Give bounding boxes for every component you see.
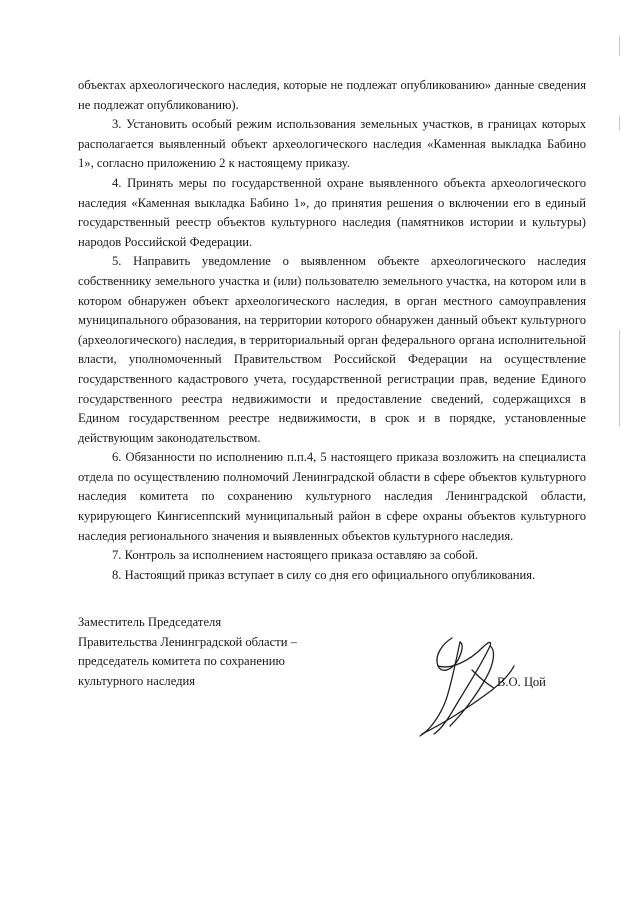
paragraph-item-7: 7. Контроль за исполнением настоящего приказа оставляю за собой. xyxy=(112,548,479,563)
scan-edge-mark xyxy=(619,36,620,56)
signatory-title xyxy=(78,613,338,691)
signatory-title-line: культурного наследия xyxy=(78,673,196,688)
paragraph-continuation: объектах археологического наследия, которые не подлежат опубликованию» данные сведения не подлежат опубликованию). xyxy=(78,78,586,112)
signatory-title-line: Правительства Ленинградской области – xyxy=(78,634,297,649)
paragraph-item-3: 3. Установить особый режим использования земельных участков, в границах которых располагается выявленный объект археологического наследия «Каменная выкладка Бабино 1», согласно приложению 2 к настоящему приказу. xyxy=(78,117,586,171)
signatory-title-line: председатель комитета по сохранению xyxy=(78,654,285,669)
paragraph-item-6: 6. Обязанности по исполнению п.п.4, 5 настоящего приказа возложить на специалиста отдела по осуществлению полномочий Ленинградской области в сфере объектов культурного наследия комитета по сохранению культурного наследия Ленинградской области, курирующего Кингисеппский муниципальный район в сфере охраны объектов культурного наследия регионального значения и выявленных объектов культурного наследия. xyxy=(78,450,586,543)
signatory-name: В.О. Цой xyxy=(497,675,546,689)
scan-edge-mark xyxy=(619,330,620,426)
paragraph-item-5: 5. Направить уведомление о выявленном объекте археологического наследия собственнику земельного участка и (или) пользователю земельного участка, на котором или в котором обнаружен объект археологического наследия, в орган местного самоуправления муниципального образования, на территории которого обнаружен данный объект культурного (археологического) наследия, в территориальный орган федерального органа исполнительной власти, уполномоченный Правительством Российской Федерации на осуществление государственного кадастрового учета, государственной регистрации прав, ведение Единого государственного реестра недвижимости и предоставление сведений, содержащихся в Едином государственном реестре недвижимости, в срок и в порядке, установленные действующим законодательством. xyxy=(78,254,586,445)
document-body xyxy=(78,76,586,585)
paragraph-item-4: 4. Принять меры по государственной охране выявленного объекта археологического наследия «Каменная выкладка Бабино 1», до принятия решения о включении его в единый государственный реестр объектов культурного наследия (памятников истории и культуры) народов Российской Федерации. xyxy=(78,175,586,249)
paragraph-item-8: 8. Настоящий приказ вступает в силу со дня его официального опубликования. xyxy=(112,567,536,582)
signatory-title-line: Заместитель Председателя xyxy=(78,615,222,629)
scan-edge-mark xyxy=(619,116,620,130)
